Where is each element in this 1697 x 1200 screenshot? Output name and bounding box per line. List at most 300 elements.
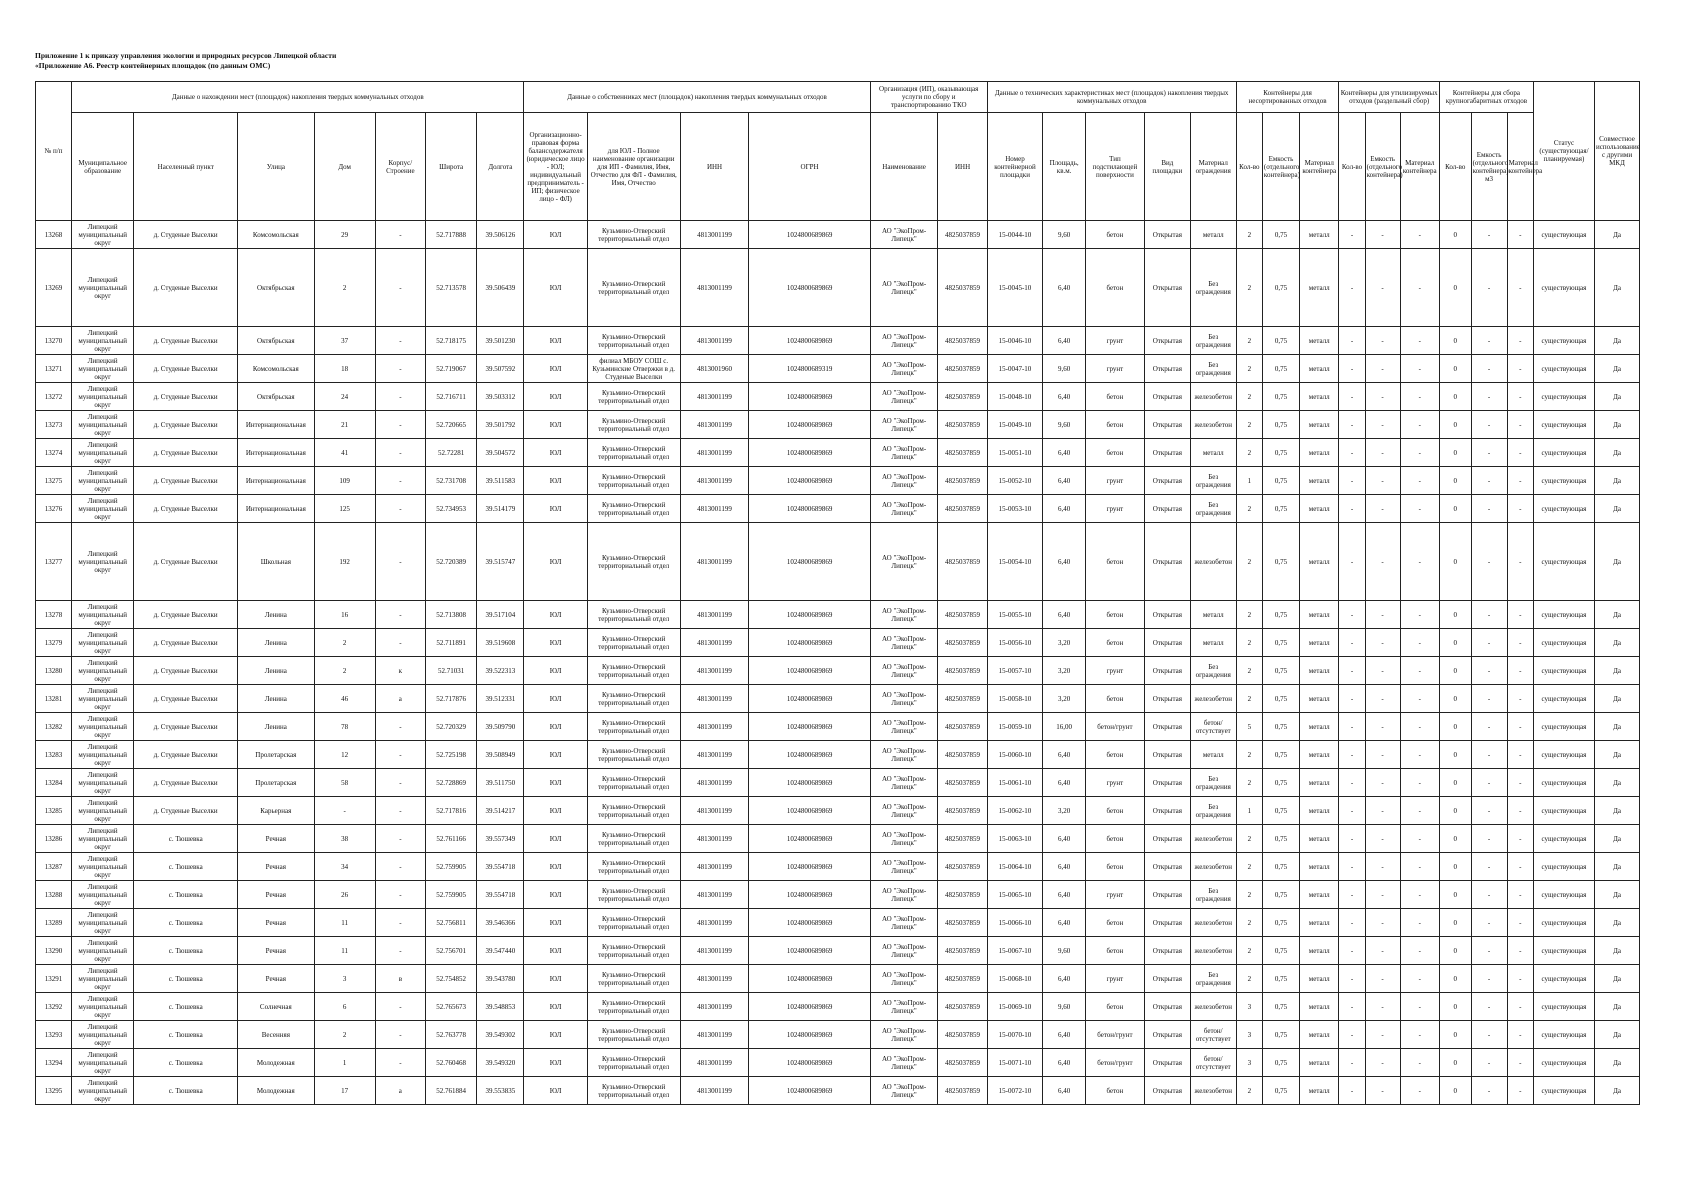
cell-c2: -	[1365, 249, 1400, 327]
cell-lat: 52.754852	[425, 965, 476, 993]
cell-lat: 52.713578	[425, 249, 476, 327]
cell-lon: 39.557349	[477, 825, 524, 853]
cell-fence: металл	[1190, 439, 1236, 467]
cell-house: 34	[314, 853, 375, 881]
cell-m3: -	[1507, 769, 1533, 797]
cell-mo: Липецкий муниципальный округ	[72, 881, 134, 909]
cell-n: 13290	[36, 937, 72, 965]
cell-owner: Кузьмино-Отверский территориальный отдел	[587, 1021, 680, 1049]
cell-bld: -	[375, 797, 425, 825]
cell-m3: -	[1507, 355, 1533, 383]
table-row	[36, 993, 1640, 1021]
cell-n: 13273	[36, 411, 72, 439]
cell-np: д. Студеные Выселки	[134, 523, 238, 601]
cell-q1: 2	[1236, 685, 1262, 713]
cell-lat: 52.713808	[425, 601, 476, 629]
cell-opinn: 4825037859	[938, 881, 987, 909]
cell-c1: 0,75	[1262, 685, 1299, 713]
cell-q1: 1	[1236, 797, 1262, 825]
cell-mo: Липецкий муниципальный округ	[72, 937, 134, 965]
cell-site: 15-0048-10	[987, 383, 1043, 411]
cell-lat: 52.717816	[425, 797, 476, 825]
cell-q1: 2	[1236, 909, 1262, 937]
cell-c2: -	[1365, 355, 1400, 383]
cell-c1: 0,75	[1262, 741, 1299, 769]
cell-np: с. Тюшевка	[134, 937, 238, 965]
cell-fence: железобетон	[1190, 685, 1236, 713]
cell-fence: Без ограждения	[1190, 495, 1236, 523]
cell-c3: -	[1471, 853, 1507, 881]
cell-street: Интернациональная	[238, 439, 314, 467]
table-row	[36, 741, 1640, 769]
header-group-row	[36, 82, 1640, 113]
cell-opinn: 4825037859	[938, 853, 987, 881]
table-row	[36, 629, 1640, 657]
cell-q2: -	[1339, 495, 1365, 523]
col-inn: ИНН	[680, 113, 749, 221]
cell-m1: металл	[1300, 629, 1339, 657]
cell-status: существующая	[1533, 965, 1594, 993]
cell-street: Октябрьская	[238, 249, 314, 327]
cell-area: 9,60	[1043, 993, 1086, 1021]
cell-shared: Да	[1595, 355, 1640, 383]
cell-n: 13292	[36, 993, 72, 1021]
cell-c3: -	[1471, 769, 1507, 797]
cell-n: 13289	[36, 909, 72, 937]
cell-mo: Липецкий муниципальный округ	[72, 221, 134, 249]
cell-type: Открытая	[1144, 601, 1190, 629]
table-row	[36, 825, 1640, 853]
cell-c1: 0,75	[1262, 713, 1299, 741]
col-lon: Долгота	[477, 113, 524, 221]
cell-area: 9,60	[1043, 355, 1086, 383]
cell-m1: металл	[1300, 853, 1339, 881]
cell-inn: 4813001960	[680, 355, 749, 383]
cell-bld: к	[375, 657, 425, 685]
cell-bld: -	[375, 629, 425, 657]
cell-m3: -	[1507, 713, 1533, 741]
cell-op: АО "ЭкоПром-Липецк"	[870, 881, 938, 909]
cell-fence: железобетон	[1190, 853, 1236, 881]
cell-m2: -	[1400, 411, 1439, 439]
cell-owner: Кузьмино-Отверский территориальный отдел	[587, 657, 680, 685]
cell-status: существующая	[1533, 853, 1594, 881]
cell-lon: 39.553835	[477, 1077, 524, 1105]
cell-lon: 39.515747	[477, 523, 524, 601]
cell-owner: Кузьмино-Отверский территориальный отдел	[587, 249, 680, 327]
cell-m3: -	[1507, 467, 1533, 495]
cell-area: 6,40	[1043, 1049, 1086, 1077]
cell-op: АО "ЭкоПром-Липецк"	[870, 937, 938, 965]
cell-lf: ЮЛ	[524, 909, 587, 937]
cell-q3: 0	[1439, 1021, 1471, 1049]
cell-c3: -	[1471, 937, 1507, 965]
cell-q3: 0	[1439, 993, 1471, 1021]
table-row	[36, 1021, 1640, 1049]
cell-q1: 2	[1236, 769, 1262, 797]
cell-area: 3,20	[1043, 657, 1086, 685]
cell-status: существующая	[1533, 355, 1594, 383]
cell-m3: -	[1507, 853, 1533, 881]
cell-site: 15-0055-10	[987, 601, 1043, 629]
cell-opinn: 4825037859	[938, 601, 987, 629]
cell-lon: 39.554718	[477, 881, 524, 909]
cell-n: 13293	[36, 1021, 72, 1049]
cell-lon: 39.519608	[477, 629, 524, 657]
cell-op: АО "ЭкоПром-Липецк"	[870, 383, 938, 411]
cell-surf: бетон	[1085, 993, 1144, 1021]
cell-c1: 0,75	[1262, 629, 1299, 657]
cell-m3: -	[1507, 937, 1533, 965]
cell-fence: металл	[1190, 221, 1236, 249]
cell-surf: бетон	[1085, 221, 1144, 249]
group-technical: Данные о технических характеристиках мест (площадок) накопления твердых коммунальных отходов	[987, 82, 1236, 113]
cell-area: 6,40	[1043, 383, 1086, 411]
cell-ogrn: 1024800689869	[749, 1077, 870, 1105]
cell-m1: металл	[1300, 439, 1339, 467]
cell-opinn: 4825037859	[938, 411, 987, 439]
cell-inn: 4813001199	[680, 685, 749, 713]
cell-lf: ЮЛ	[524, 439, 587, 467]
cell-m2: -	[1400, 495, 1439, 523]
cell-m1: металл	[1300, 769, 1339, 797]
cell-area: 9,60	[1043, 221, 1086, 249]
cell-inn: 4813001199	[680, 657, 749, 685]
cell-q3: 0	[1439, 853, 1471, 881]
cell-bld: -	[375, 523, 425, 601]
cell-mo: Липецкий муниципальный округ	[72, 993, 134, 1021]
cell-lat: 52.734953	[425, 495, 476, 523]
cell-area: 6,40	[1043, 1021, 1086, 1049]
cell-surf: грунт	[1085, 467, 1144, 495]
cell-type: Открытая	[1144, 657, 1190, 685]
cell-m3: -	[1507, 1021, 1533, 1049]
cell-lat: 52.761884	[425, 1077, 476, 1105]
cell-m3: -	[1507, 909, 1533, 937]
cell-op: АО "ЭкоПром-Липецк"	[870, 523, 938, 601]
cell-np: д. Студеные Выселки	[134, 769, 238, 797]
cell-m1: металл	[1300, 411, 1339, 439]
cell-inn: 4813001199	[680, 601, 749, 629]
cell-c2: -	[1365, 993, 1400, 1021]
cell-q2: -	[1339, 1021, 1365, 1049]
cell-status: существующая	[1533, 221, 1594, 249]
table-row	[36, 685, 1640, 713]
cell-np: д. Студеные Выселки	[134, 411, 238, 439]
cell-inn: 4813001199	[680, 993, 749, 1021]
cell-lf: ЮЛ	[524, 221, 587, 249]
cell-type: Открытая	[1144, 327, 1190, 355]
cell-c3: -	[1471, 881, 1507, 909]
cell-op: АО "ЭкоПром-Липецк"	[870, 495, 938, 523]
cell-status: существующая	[1533, 327, 1594, 355]
cell-lf: ЮЛ	[524, 327, 587, 355]
cell-mo: Липецкий муниципальный округ	[72, 439, 134, 467]
cell-q2: -	[1339, 221, 1365, 249]
cell-type: Открытая	[1144, 467, 1190, 495]
cell-ogrn: 1024800689869	[749, 383, 870, 411]
col-street: Улица	[238, 113, 314, 221]
cell-op: АО "ЭкоПром-Липецк"	[870, 601, 938, 629]
cell-lf: ЮЛ	[524, 825, 587, 853]
cell-op: АО "ЭкоПром-Липецк"	[870, 467, 938, 495]
cell-street: Речная	[238, 909, 314, 937]
cell-type: Открытая	[1144, 439, 1190, 467]
cell-opinn: 4825037859	[938, 741, 987, 769]
cell-np: с. Тюшевка	[134, 1021, 238, 1049]
cell-n: 13269	[36, 249, 72, 327]
cell-house: 1	[314, 1049, 375, 1077]
cell-lf: ЮЛ	[524, 523, 587, 601]
cell-ogrn: 1024800689869	[749, 629, 870, 657]
cell-c1: 0,75	[1262, 495, 1299, 523]
cell-inn: 4813001199	[680, 411, 749, 439]
cell-m2: -	[1400, 685, 1439, 713]
cell-c3: -	[1471, 439, 1507, 467]
cell-site: 15-0063-10	[987, 825, 1043, 853]
cell-lf: ЮЛ	[524, 741, 587, 769]
cell-op: АО "ЭкоПром-Липецк"	[870, 685, 938, 713]
cell-c1: 0,75	[1262, 355, 1299, 383]
cell-m3: -	[1507, 741, 1533, 769]
cell-surf: грунт	[1085, 881, 1144, 909]
cell-q2: -	[1339, 467, 1365, 495]
cell-area: 3,20	[1043, 797, 1086, 825]
cell-q2: -	[1339, 1049, 1365, 1077]
cell-lf: ЮЛ	[524, 993, 587, 1021]
cell-street: Комсомольская	[238, 221, 314, 249]
cell-bld: в	[375, 965, 425, 993]
cell-c2: -	[1365, 601, 1400, 629]
cell-c1: 0,75	[1262, 411, 1299, 439]
cell-bld: -	[375, 439, 425, 467]
cell-bld: -	[375, 881, 425, 909]
cell-site: 15-0047-10	[987, 355, 1043, 383]
cell-lon: 39.506126	[477, 221, 524, 249]
cell-q2: -	[1339, 853, 1365, 881]
cell-type: Открытая	[1144, 797, 1190, 825]
cell-bld: -	[375, 411, 425, 439]
document-caption	[35, 51, 336, 71]
cell-mo: Липецкий муниципальный округ	[72, 383, 134, 411]
cell-c3: -	[1471, 249, 1507, 327]
cell-inn: 4813001199	[680, 937, 749, 965]
cell-q3: 0	[1439, 523, 1471, 601]
cell-np: с. Тюшевка	[134, 825, 238, 853]
cell-q3: 0	[1439, 825, 1471, 853]
cell-house: 21	[314, 411, 375, 439]
cell-lon: 39.546366	[477, 909, 524, 937]
cell-q2: -	[1339, 993, 1365, 1021]
cell-lf: ЮЛ	[524, 685, 587, 713]
cell-owner: филиал МБОУ СОШ с. Кузьминские Отвержки в д. Студеные Выселки	[587, 355, 680, 383]
cell-type: Открытая	[1144, 881, 1190, 909]
cell-inn: 4813001199	[680, 1077, 749, 1105]
cell-lon: 39.511583	[477, 467, 524, 495]
cell-opinn: 4825037859	[938, 685, 987, 713]
cell-opinn: 4825037859	[938, 439, 987, 467]
cell-status: существующая	[1533, 993, 1594, 1021]
cell-m3: -	[1507, 327, 1533, 355]
cell-shared: Да	[1595, 1077, 1640, 1105]
cell-fence: Без ограждения	[1190, 327, 1236, 355]
cell-ogrn: 1024800689869	[749, 411, 870, 439]
cell-op: АО "ЭкоПром-Липецк"	[870, 439, 938, 467]
cell-mo: Липецкий муниципальный округ	[72, 713, 134, 741]
table-row	[36, 1077, 1640, 1105]
cell-site: 15-0060-10	[987, 741, 1043, 769]
cell-mo: Липецкий муниципальный округ	[72, 411, 134, 439]
cell-owner: Кузьмино-Отверский территориальный отдел	[587, 467, 680, 495]
cell-lf: ЮЛ	[524, 797, 587, 825]
cell-c2: -	[1365, 383, 1400, 411]
cell-lf: ЮЛ	[524, 355, 587, 383]
cell-opinn: 4825037859	[938, 629, 987, 657]
cell-lf: ЮЛ	[524, 1077, 587, 1105]
cell-fence: железобетон	[1190, 937, 1236, 965]
cell-area: 3,20	[1043, 629, 1086, 657]
cell-lat: 52.717888	[425, 221, 476, 249]
cell-ogrn: 1024800689869	[749, 685, 870, 713]
cell-house: 18	[314, 355, 375, 383]
cell-np: с. Тюшевка	[134, 1049, 238, 1077]
cell-lf: ЮЛ	[524, 467, 587, 495]
cell-m2: -	[1400, 467, 1439, 495]
cell-m2: -	[1400, 657, 1439, 685]
cell-c2: -	[1365, 1049, 1400, 1077]
cell-shared: Да	[1595, 965, 1640, 993]
cell-m3: -	[1507, 825, 1533, 853]
cell-m1: металл	[1300, 937, 1339, 965]
cell-c1: 0,75	[1262, 1077, 1299, 1105]
table-row	[36, 965, 1640, 993]
cell-street: Интернациональная	[238, 411, 314, 439]
cell-house: 26	[314, 881, 375, 909]
cell-area: 9,60	[1043, 937, 1086, 965]
cell-shared: Да	[1595, 881, 1640, 909]
cell-surf: грунт	[1085, 355, 1144, 383]
cell-type: Открытая	[1144, 909, 1190, 937]
cell-c3: -	[1471, 825, 1507, 853]
cell-n: 13294	[36, 1049, 72, 1077]
cell-mo: Липецкий муниципальный округ	[72, 1077, 134, 1105]
cell-op: АО "ЭкоПром-Липецк"	[870, 797, 938, 825]
cell-m1: металл	[1300, 909, 1339, 937]
cell-lf: ЮЛ	[524, 383, 587, 411]
cell-surf: бетон/грунт	[1085, 1021, 1144, 1049]
cell-q3: 0	[1439, 1049, 1471, 1077]
cell-owner: Кузьмино-Отверский территориальный отдел	[587, 601, 680, 629]
cell-opinn: 4825037859	[938, 523, 987, 601]
cell-mo: Липецкий муниципальный округ	[72, 909, 134, 937]
cell-owner: Кузьмино-Отверский территориальный отдел	[587, 937, 680, 965]
cell-house: 109	[314, 467, 375, 495]
cell-status: существующая	[1533, 467, 1594, 495]
cell-area: 3,20	[1043, 685, 1086, 713]
cell-c1: 0,75	[1262, 853, 1299, 881]
col-settlement: Населенный пункт	[134, 113, 238, 221]
cell-surf: бетон	[1085, 411, 1144, 439]
cell-shared: Да	[1595, 439, 1640, 467]
cell-m1: металл	[1300, 741, 1339, 769]
cell-site: 15-0064-10	[987, 853, 1043, 881]
cell-lf: ЮЛ	[524, 1021, 587, 1049]
cell-lat: 52.728869	[425, 769, 476, 797]
cell-house: 24	[314, 383, 375, 411]
cell-q2: -	[1339, 249, 1365, 327]
cell-q1: 2	[1236, 629, 1262, 657]
cell-bld: -	[375, 221, 425, 249]
cell-bld: -	[375, 467, 425, 495]
cell-mo: Липецкий муниципальный округ	[72, 853, 134, 881]
cell-op: АО "ЭкоПром-Липецк"	[870, 1077, 938, 1105]
cell-mo: Липецкий муниципальный округ	[72, 741, 134, 769]
cell-m3: -	[1507, 523, 1533, 601]
cell-house: 38	[314, 825, 375, 853]
cell-q1: 2	[1236, 965, 1262, 993]
cell-fence: Без ограждения	[1190, 467, 1236, 495]
cell-site: 15-0052-10	[987, 467, 1043, 495]
cell-type: Открытая	[1144, 1021, 1190, 1049]
cell-site: 15-0070-10	[987, 1021, 1043, 1049]
cell-m2: -	[1400, 355, 1439, 383]
cell-q1: 2	[1236, 495, 1262, 523]
cell-lon: 39.506439	[477, 249, 524, 327]
cell-bld: -	[375, 249, 425, 327]
cell-c1: 0,75	[1262, 467, 1299, 495]
cell-q1: 2	[1236, 741, 1262, 769]
cell-op: АО "ЭкоПром-Липецк"	[870, 1049, 938, 1077]
cell-fence: Без ограждения	[1190, 657, 1236, 685]
cell-opinn: 4825037859	[938, 495, 987, 523]
cell-bld: -	[375, 713, 425, 741]
cell-house: 2	[314, 657, 375, 685]
cell-m1: металл	[1300, 881, 1339, 909]
cell-q2: -	[1339, 1077, 1365, 1105]
cell-ogrn: 1024800689869	[749, 937, 870, 965]
cell-status: существующая	[1533, 909, 1594, 937]
cell-c2: -	[1365, 797, 1400, 825]
cell-lf: ЮЛ	[524, 411, 587, 439]
cell-lon: 39.549320	[477, 1049, 524, 1077]
cell-q2: -	[1339, 965, 1365, 993]
table-row	[36, 769, 1640, 797]
cell-c3: -	[1471, 383, 1507, 411]
cell-opinn: 4825037859	[938, 355, 987, 383]
cell-bld: -	[375, 993, 425, 1021]
cell-site: 15-0071-10	[987, 1049, 1043, 1077]
cell-m2: -	[1400, 383, 1439, 411]
cell-mo: Липецкий муниципальный округ	[72, 495, 134, 523]
cell-street: Ленина	[238, 601, 314, 629]
cell-lat: 52.716711	[425, 383, 476, 411]
cell-m1: металл	[1300, 993, 1339, 1021]
cell-q3: 0	[1439, 657, 1471, 685]
cell-n: 13287	[36, 853, 72, 881]
cell-lf: ЮЛ	[524, 1049, 587, 1077]
cell-area: 16,00	[1043, 713, 1086, 741]
cell-q3: 0	[1439, 965, 1471, 993]
cell-np: с. Тюшевка	[134, 993, 238, 1021]
cell-inn: 4813001199	[680, 769, 749, 797]
cell-lat: 52.756811	[425, 909, 476, 937]
cell-c3: -	[1471, 1021, 1507, 1049]
cell-m3: -	[1507, 439, 1533, 467]
cell-area: 6,40	[1043, 439, 1086, 467]
cell-owner: Кузьмино-Отверский территориальный отдел	[587, 523, 680, 601]
table-row	[36, 467, 1640, 495]
cell-q2: -	[1339, 327, 1365, 355]
